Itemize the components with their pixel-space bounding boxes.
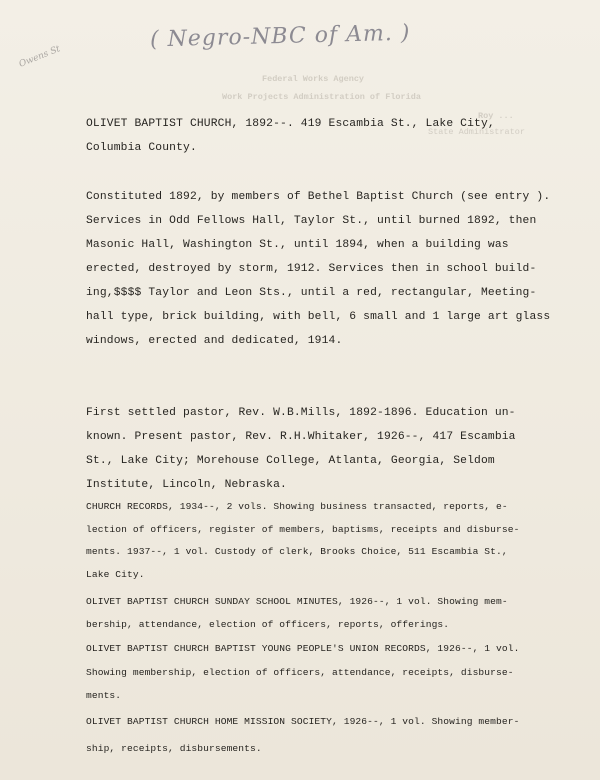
history-line: hall type, brick building, with bell, 6 small and 1 large art glass (86, 311, 551, 323)
record-line: CHURCH RECORDS, 1934--, 2 vols. Showing business transacted, reports, e- (86, 501, 508, 512)
pastor-paragraph (86, 401, 586, 497)
record-line: OLIVET BAPTIST CHURCH BAPTIST YOUNG PEOPLE'S UNION RECORDS, 1926--, 1 vol. (86, 643, 520, 654)
pastor-line: First settled pastor, Rev. W.B.Mills, 1892-1896. Education un- (86, 407, 516, 419)
history-line: windows, erected and dedicated, 1914. (86, 335, 343, 347)
records-sunday-school (86, 590, 586, 636)
faint-stamp-line4: State Administrator (428, 127, 525, 137)
record-line: bership, attendance, election of officers, reports, offerings. (86, 619, 450, 630)
record-line: ments. 1937--, 1 vol. Custody of clerk, Brooks Choice, 511 Escambia St., (86, 546, 508, 557)
faint-stamp-line3: Roy ... (478, 111, 514, 121)
history-line: Services in Odd Fellows Hall, Taylor St., until burned 1892, then (86, 215, 537, 227)
record-line: OLIVET BAPTIST CHURCH HOME MISSION SOCIETY, 1926--, 1 vol. Showing member- (86, 716, 520, 727)
faint-stamp-line2: Work Projects Administration of Florida (222, 92, 421, 102)
heading-line: Columbia County. (86, 142, 197, 154)
record-line: Showing membership, election of officers, attendance, receipts, disburse- (86, 666, 514, 678)
faint-stamp-line1: Federal Works Agency (262, 74, 365, 84)
record-line: ments. (86, 690, 122, 701)
church-heading (86, 112, 586, 160)
margin-pencil-note: Owens St (17, 44, 62, 70)
church-history-paragraph (86, 185, 586, 353)
history-line: Constituted 1892, by members of Bethel Baptist Church (see entry ). (86, 191, 551, 203)
history-line: ing,$$$$ Taylor and Leon Sts., until a red, rectangular, Meeting- (86, 287, 537, 299)
history-line: Masonic Hall, Washington St., until 1894, when a building was (86, 239, 509, 251)
record-line: ship, receipts, disbursements. (86, 743, 262, 754)
heading-line: OLIVET BAPTIST CHURCH, 1892--. 419 Escambia St., Lake City, (86, 118, 495, 130)
pastor-line: Institute, Lincoln, Nebraska. (86, 479, 287, 491)
records-bypu (86, 637, 586, 708)
pastor-line: St., Lake City; Morehouse College, Atlanta, Georgia, Seldom (86, 455, 495, 467)
record-line: lection of officers, register of members, baptisms, receipts and disburse- (86, 523, 520, 535)
record-line: Lake City. (86, 568, 145, 580)
pastor-line: known. Present pastor, Rev. R.H.Whitaker, 1926--, 417 Escambia (86, 431, 516, 443)
history-line: erected, destroyed by storm, 1912. Services then in school build- (86, 263, 537, 275)
record-line: OLIVET BAPTIST CHURCH SUNDAY SCHOOL MINUTES, 1926--, 1 vol. Showing mem- (86, 596, 508, 607)
records-home-mission (86, 708, 586, 762)
records-church (86, 496, 586, 586)
handwritten-annotation: ( Negro-NBC of Am. ) (149, 20, 411, 53)
